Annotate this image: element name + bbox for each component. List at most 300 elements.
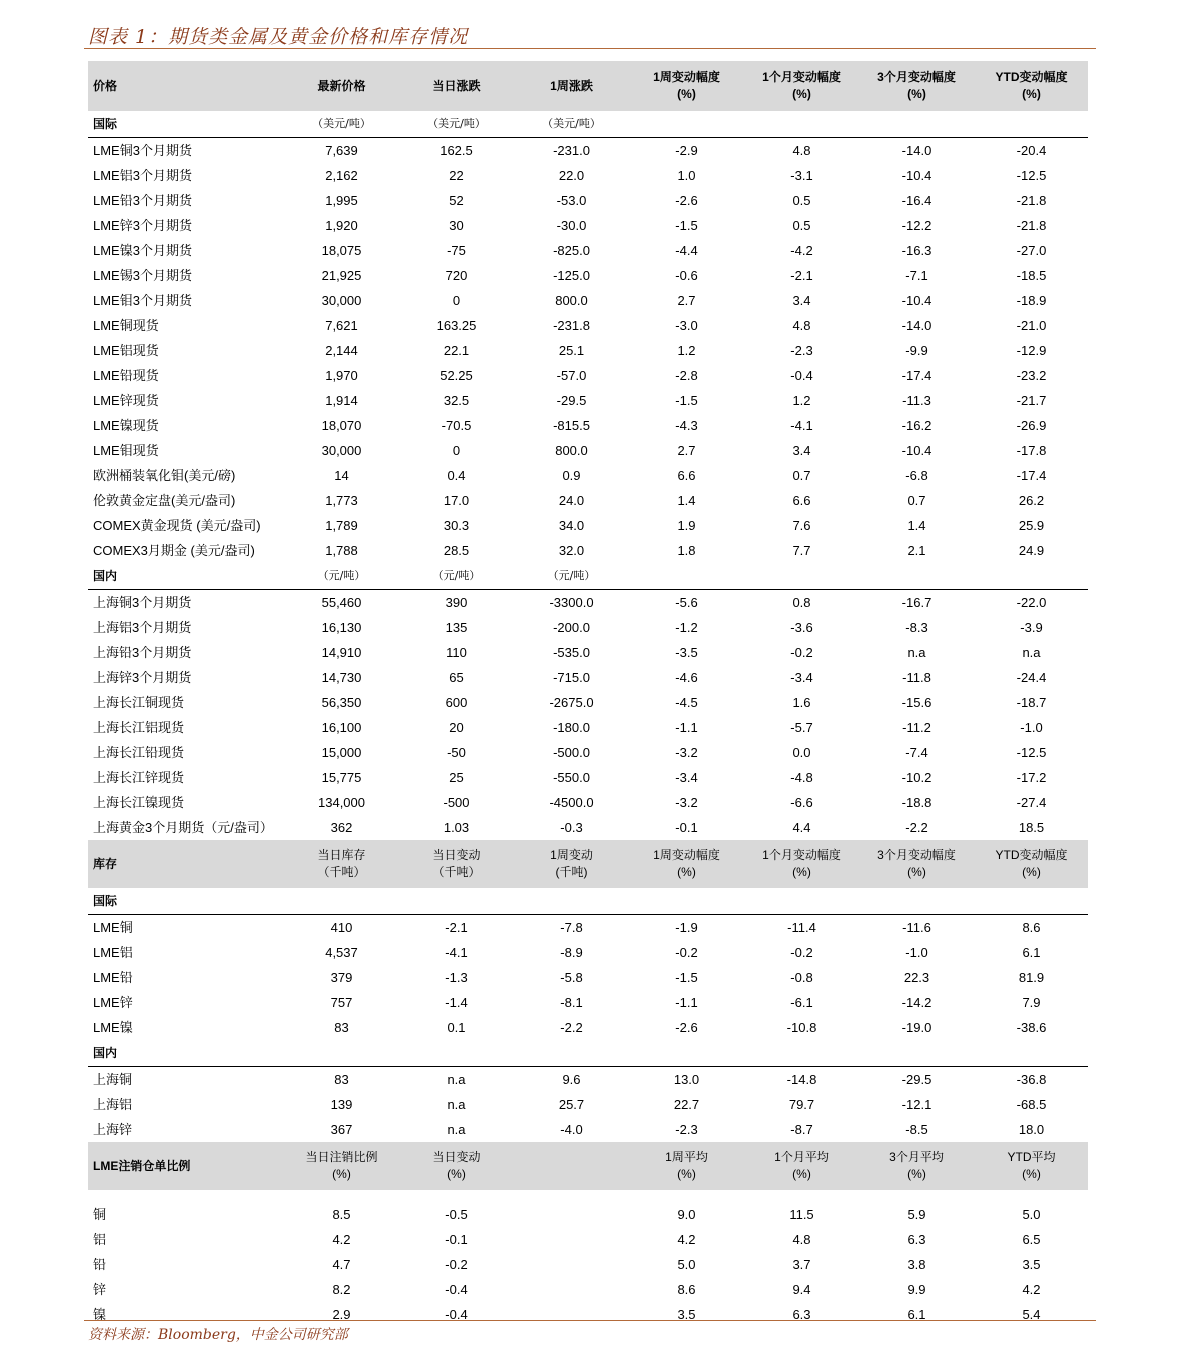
row-value: -22.0 xyxy=(1016,595,1047,610)
table-row xyxy=(88,690,1088,715)
row-label: LME铝3个月期货 xyxy=(93,168,192,183)
row-value: -0.4 xyxy=(790,368,813,383)
row-value: -500 xyxy=(443,795,470,810)
table-row xyxy=(88,640,1088,665)
row-value: -23.2 xyxy=(1016,368,1047,383)
group-label-row xyxy=(88,111,1088,138)
row-value: -1.4 xyxy=(445,995,468,1010)
row-value: -7.1 xyxy=(905,268,928,283)
row-value: 0.7 xyxy=(792,468,811,483)
row-value: 3.4 xyxy=(792,443,811,458)
row-value: -6.1 xyxy=(790,995,813,1010)
unit-label: （元/吨） xyxy=(547,569,596,582)
table-row xyxy=(88,715,1088,740)
row-value xyxy=(514,1202,629,1227)
row-value: 135 xyxy=(445,620,468,635)
row-value: 8.6 xyxy=(677,1282,696,1297)
header-text: 1周变动 xyxy=(550,848,593,862)
title-rule xyxy=(84,48,1096,49)
header-text: 当日涨跌 xyxy=(432,78,481,93)
row-value: 9.4 xyxy=(792,1282,811,1297)
row-value: -3.2 xyxy=(675,745,698,760)
row-value: -1.0 xyxy=(905,945,928,960)
row-label: 上海铜 xyxy=(93,1072,133,1087)
row-value: 1.6 xyxy=(792,695,811,710)
row-value: 52 xyxy=(449,193,464,208)
row-value: -3.0 xyxy=(675,318,698,333)
row-value: 22 xyxy=(449,168,464,183)
row-value: -1.3 xyxy=(445,970,468,985)
row-value: 16,130 xyxy=(321,620,362,635)
row-value: -825.0 xyxy=(553,243,590,258)
row-label: LME镍现货 xyxy=(93,418,159,433)
table-row xyxy=(88,1202,1088,1227)
row-value: 18.0 xyxy=(1018,1122,1045,1137)
row-value: 134,000 xyxy=(318,795,365,810)
row-value: -6.6 xyxy=(790,795,813,810)
row-value: -8.9 xyxy=(560,945,583,960)
unit-label: （美元/吨） xyxy=(427,117,486,130)
header-cell xyxy=(744,1142,859,1190)
row-value: 0.8 xyxy=(792,595,811,610)
row-label: 上海长江锌现货 xyxy=(93,770,185,785)
table-row xyxy=(88,413,1088,438)
row-label: LME铜 xyxy=(93,920,133,935)
row-value: -18.8 xyxy=(901,795,932,810)
row-value: 6.5 xyxy=(1022,1232,1041,1247)
row-value: 25.9 xyxy=(1018,518,1045,533)
row-value: 6.6 xyxy=(792,493,811,508)
row-value: -231.8 xyxy=(553,318,590,333)
row-value: 0.0 xyxy=(792,745,811,760)
row-value: 15,000 xyxy=(321,745,362,760)
header-text: LME注销仓单比例 xyxy=(93,1158,191,1173)
row-value: 1,970 xyxy=(325,368,358,383)
table-row xyxy=(88,1015,1088,1040)
row-value xyxy=(514,1277,629,1302)
row-label: LME铅3个月期货 xyxy=(93,193,192,208)
row-value: -715.0 xyxy=(553,670,590,685)
row-value: -5.8 xyxy=(560,970,583,985)
header-text: 1个月变动幅度 xyxy=(762,848,841,862)
row-value: -16.7 xyxy=(901,595,932,610)
row-value: -180.0 xyxy=(553,720,590,735)
row-value: -4.3 xyxy=(675,418,698,433)
row-value: -7.8 xyxy=(560,920,583,935)
row-value: 13.0 xyxy=(673,1072,700,1087)
row-value: 25.7 xyxy=(558,1097,585,1112)
row-label: 上海铅3个月期货 xyxy=(93,645,192,660)
row-value: 367 xyxy=(330,1122,353,1137)
header-cell xyxy=(284,1142,399,1190)
row-value: 4,537 xyxy=(325,945,358,960)
row-label: LME锌现货 xyxy=(93,393,159,408)
header-text: 3个月变动幅度 xyxy=(877,848,956,862)
header-text: 库存 xyxy=(93,856,118,871)
row-label: 上海长江铅现货 xyxy=(93,745,185,760)
header-text: YTD变动幅度 xyxy=(995,848,1068,862)
row-value: -17.8 xyxy=(1016,443,1047,458)
header-cell xyxy=(514,1142,629,1190)
header-cell xyxy=(284,61,399,111)
header-cell xyxy=(629,840,744,888)
row-value: -12.9 xyxy=(1016,343,1047,358)
header-cell xyxy=(744,61,859,111)
row-value: 24.9 xyxy=(1018,543,1045,558)
header-text: (%) xyxy=(907,865,926,879)
row-value: 34.0 xyxy=(558,518,585,533)
figure-title: 图表 1：期货类金属及黄金价格和库存情况 xyxy=(88,26,469,48)
row-value: -26.9 xyxy=(1016,418,1047,433)
row-value: -4.1 xyxy=(445,945,468,960)
row-value: 4.8 xyxy=(792,143,811,158)
header-cell xyxy=(284,840,399,888)
row-value: -1.0 xyxy=(1020,720,1043,735)
row-value: -68.5 xyxy=(1016,1097,1047,1112)
header-text: (%) xyxy=(332,1167,351,1181)
header-text: (%) xyxy=(677,1167,696,1181)
row-value: -2.8 xyxy=(675,368,698,383)
row-value: 4.2 xyxy=(1022,1282,1041,1297)
header-text: (%) xyxy=(907,87,926,101)
row-value: -0.8 xyxy=(790,970,813,985)
row-label: 上海锌3个月期货 xyxy=(93,670,192,685)
row-value: -2675.0 xyxy=(549,695,594,710)
row-value: -16.3 xyxy=(901,243,932,258)
row-value: -20.4 xyxy=(1016,143,1047,158)
table-row xyxy=(88,1117,1088,1142)
header-text: 最新价格 xyxy=(317,78,366,93)
row-value: 0.7 xyxy=(907,493,926,508)
table-row xyxy=(88,238,1088,263)
table-row xyxy=(88,965,1088,990)
row-value: -4.5 xyxy=(675,695,698,710)
row-value: 2,144 xyxy=(325,343,358,358)
row-value: 9.0 xyxy=(677,1207,696,1222)
row-value: -0.4 xyxy=(445,1282,468,1297)
row-label: LME钼3个月期货 xyxy=(93,293,192,308)
row-value: 0 xyxy=(452,293,461,308)
table-row xyxy=(88,263,1088,288)
row-value: 5.0 xyxy=(677,1257,696,1272)
price-inventory-table xyxy=(88,61,1088,1327)
row-value: 0.1 xyxy=(447,1020,466,1035)
table-row xyxy=(88,388,1088,413)
row-value: -3.4 xyxy=(790,670,813,685)
table-row xyxy=(88,665,1088,690)
header-cell xyxy=(974,61,1089,111)
row-value: 6.3 xyxy=(907,1232,926,1247)
header-text: (%) xyxy=(1022,87,1041,101)
row-value: 362 xyxy=(330,820,353,835)
row-value: -27.0 xyxy=(1016,243,1047,258)
group-label: 国内 xyxy=(93,1046,118,1060)
row-label: LME镍 xyxy=(93,1020,133,1035)
row-value: 55,460 xyxy=(321,595,362,610)
row-value: -12.5 xyxy=(1016,745,1047,760)
row-value: -16.4 xyxy=(901,193,932,208)
header-cell xyxy=(859,1142,974,1190)
row-value: 32.5 xyxy=(443,393,470,408)
row-value: 8.2 xyxy=(332,1282,351,1297)
row-label: 锌 xyxy=(93,1282,107,1297)
row-value: -125.0 xyxy=(553,268,590,283)
row-label: LME锌 xyxy=(93,995,133,1010)
row-label: LME铝现货 xyxy=(93,343,159,358)
row-value: 28.5 xyxy=(443,543,470,558)
row-value: -2.2 xyxy=(560,1020,583,1035)
row-value: -500.0 xyxy=(553,745,590,760)
header-text: 3个月平均 xyxy=(889,1150,944,1164)
row-value: -12.5 xyxy=(1016,168,1047,183)
row-value: 1,920 xyxy=(325,218,358,233)
row-value: -15.6 xyxy=(901,695,932,710)
table-row xyxy=(88,538,1088,563)
row-value: -0.2 xyxy=(790,645,813,660)
table-row xyxy=(88,1227,1088,1252)
group-label-row xyxy=(88,1040,1088,1067)
row-value: 65 xyxy=(449,670,464,685)
row-value: 1.0 xyxy=(677,168,696,183)
row-value: 7.9 xyxy=(1022,995,1041,1010)
row-value: -12.2 xyxy=(901,218,932,233)
row-value: -21.8 xyxy=(1016,218,1047,233)
table-row xyxy=(88,940,1088,965)
row-value: n.a xyxy=(447,1122,466,1137)
row-value: -14.0 xyxy=(901,318,932,333)
row-value: -17.2 xyxy=(1016,770,1047,785)
row-value: 2.7 xyxy=(677,443,696,458)
row-value: -2.1 xyxy=(445,920,468,935)
row-value: 1.2 xyxy=(677,343,696,358)
row-value: 2.7 xyxy=(677,293,696,308)
row-label: LME镍3个月期货 xyxy=(93,243,192,258)
header-text: (%) xyxy=(1022,865,1041,879)
header-cell xyxy=(93,1142,283,1190)
row-value: 18,070 xyxy=(321,418,362,433)
row-value: -3.9 xyxy=(1020,620,1043,635)
row-label: 上海锌 xyxy=(93,1122,133,1137)
row-value: 8.5 xyxy=(332,1207,351,1222)
row-value: 6.3 xyxy=(792,1307,811,1322)
row-value: -14.8 xyxy=(786,1072,817,1087)
row-value: -3.4 xyxy=(675,770,698,785)
row-value: -6.8 xyxy=(905,468,928,483)
row-value: -1.9 xyxy=(675,920,698,935)
row-value: 0 xyxy=(452,443,461,458)
row-value: 5.4 xyxy=(1022,1307,1041,1322)
row-value: 162.5 xyxy=(440,143,473,158)
table-row xyxy=(88,1252,1088,1277)
row-value: 4.7 xyxy=(332,1257,351,1272)
row-value: -3300.0 xyxy=(549,595,594,610)
row-label: LME铅 xyxy=(93,970,133,985)
row-value: 18.5 xyxy=(1018,820,1045,835)
header-cell xyxy=(629,61,744,111)
row-value: -4.1 xyxy=(790,418,813,433)
row-value: 83 xyxy=(334,1020,349,1035)
row-value: -3.1 xyxy=(790,168,813,183)
row-value: 16,100 xyxy=(321,720,362,735)
row-label: LME铜现货 xyxy=(93,318,159,333)
row-value: 22.1 xyxy=(443,343,470,358)
row-value: 30,000 xyxy=(321,443,362,458)
row-value: 9.9 xyxy=(907,1282,926,1297)
header-text: (千吨) xyxy=(555,865,588,879)
row-label: 伦敦黄金定盘(美元/盎司) xyxy=(93,493,236,508)
row-label: LME锡3个月期货 xyxy=(93,268,192,283)
row-value: 757 xyxy=(330,995,353,1010)
section-header xyxy=(88,61,1088,111)
header-cell xyxy=(93,840,283,888)
unit-label: （元/吨） xyxy=(432,569,481,582)
table-row xyxy=(88,790,1088,815)
row-value: 14,910 xyxy=(321,645,362,660)
row-value: -8.1 xyxy=(560,995,583,1010)
row-value: -2.6 xyxy=(675,1020,698,1035)
header-cell xyxy=(974,1142,1089,1190)
row-value: 3.8 xyxy=(907,1257,926,1272)
header-cell xyxy=(859,840,974,888)
row-value: -16.2 xyxy=(901,418,932,433)
row-value: -38.6 xyxy=(1016,1020,1047,1035)
row-value: -7.4 xyxy=(905,745,928,760)
row-value: -30.0 xyxy=(556,218,587,233)
table-row xyxy=(88,288,1088,313)
row-value: -11.4 xyxy=(787,920,816,935)
header-text: (%) xyxy=(677,865,696,879)
group-label-row xyxy=(88,888,1088,915)
row-value: -11.3 xyxy=(902,393,931,408)
table-row xyxy=(88,1277,1088,1302)
row-value: 22.3 xyxy=(903,970,930,985)
unit-label: （元/吨） xyxy=(317,569,366,582)
row-value: -18.7 xyxy=(1016,695,1047,710)
header-text: YTD平均 xyxy=(1007,1150,1056,1164)
row-value: -0.1 xyxy=(445,1232,468,1247)
table-row xyxy=(88,765,1088,790)
header-cell xyxy=(399,1142,514,1190)
row-value: 25.1 xyxy=(558,343,585,358)
row-value: -19.0 xyxy=(901,1020,932,1035)
row-label: COMEX黄金现货 (美元/盎司) xyxy=(93,518,261,533)
row-value: -11.8 xyxy=(902,670,931,685)
row-value: -4.6 xyxy=(675,670,698,685)
row-value: 5.0 xyxy=(1022,1207,1041,1222)
row-value: -10.4 xyxy=(901,443,932,458)
row-value: -11.6 xyxy=(902,920,931,935)
row-value: -75 xyxy=(447,243,466,258)
row-label: 上海铝3个月期货 xyxy=(93,620,192,635)
row-value: -12.1 xyxy=(901,1097,932,1112)
row-label: 上海长江铝现货 xyxy=(93,720,185,735)
row-value: -1.2 xyxy=(675,620,698,635)
row-value: 18,075 xyxy=(321,243,362,258)
row-value: 6.6 xyxy=(677,468,696,483)
row-value: 800.0 xyxy=(555,443,588,458)
row-value: -27.4 xyxy=(1016,795,1047,810)
row-value: -24.4 xyxy=(1016,670,1047,685)
header-cell xyxy=(399,61,514,111)
section-header xyxy=(88,1142,1088,1190)
row-value: -10.8 xyxy=(786,1020,817,1035)
row-value: -21.7 xyxy=(1016,393,1047,408)
row-value: -2.3 xyxy=(790,343,813,358)
row-value: n.a xyxy=(1022,645,1041,660)
row-value: -231.0 xyxy=(553,143,590,158)
row-value: 17.0 xyxy=(443,493,470,508)
row-label: 上海铝 xyxy=(93,1097,133,1112)
row-value: -200.0 xyxy=(553,620,590,635)
row-value: 5.9 xyxy=(907,1207,926,1222)
header-text: （千吨） xyxy=(432,865,481,879)
row-value: -70.5 xyxy=(441,418,472,433)
table-row xyxy=(88,163,1088,188)
row-value: 1.9 xyxy=(677,518,696,533)
row-value: 32.0 xyxy=(558,543,585,558)
table-row xyxy=(88,1092,1088,1117)
row-value: -8.7 xyxy=(790,1122,813,1137)
row-value: -0.6 xyxy=(675,268,698,283)
row-value xyxy=(514,1302,629,1327)
header-text: 1周变动幅度 xyxy=(653,70,720,84)
row-value: 24.0 xyxy=(558,493,585,508)
row-value: n.a xyxy=(907,645,926,660)
header-text: (%) xyxy=(792,865,811,879)
row-value: -1.5 xyxy=(675,218,698,233)
header-text: 1周涨跌 xyxy=(550,78,593,93)
table-row xyxy=(88,990,1088,1015)
unit-label: （美元/吨） xyxy=(312,117,371,130)
table-row xyxy=(88,740,1088,765)
row-value: 1.4 xyxy=(907,518,926,533)
header-text: (%) xyxy=(907,1167,926,1181)
header-text: (%) xyxy=(792,1167,811,1181)
row-label: 铜 xyxy=(93,1207,107,1222)
row-value: -535.0 xyxy=(553,645,590,660)
row-label: 上海长江镍现货 xyxy=(93,795,185,810)
row-value: 1,914 xyxy=(325,393,358,408)
row-value: 14 xyxy=(334,468,349,483)
row-value: n.a xyxy=(447,1072,466,1087)
table-row xyxy=(88,815,1088,840)
row-value: 56,350 xyxy=(321,695,362,710)
row-value: 1,789 xyxy=(325,518,358,533)
row-value: 3.5 xyxy=(677,1307,696,1322)
row-value: -3.2 xyxy=(675,795,698,810)
row-value: -18.5 xyxy=(1016,268,1047,283)
header-cell xyxy=(514,840,629,888)
table-row xyxy=(88,488,1088,513)
row-value: -18.9 xyxy=(1016,293,1047,308)
row-value: 1.4 xyxy=(677,493,696,508)
row-value: 4.8 xyxy=(792,1232,811,1247)
row-value: 83 xyxy=(334,1072,349,1087)
row-value: 79.7 xyxy=(788,1097,815,1112)
row-value: 1,773 xyxy=(325,493,358,508)
row-value: -0.2 xyxy=(445,1257,468,1272)
row-value: 30 xyxy=(449,218,464,233)
row-label: COMEX3月期金 (美元/盎司) xyxy=(93,543,255,558)
row-value xyxy=(514,1227,629,1252)
header-text: 1周平均 xyxy=(665,1150,708,1164)
row-value: -53.0 xyxy=(556,193,587,208)
group-label: 国内 xyxy=(93,569,118,583)
row-value: 20 xyxy=(449,720,464,735)
row-value: 1.2 xyxy=(792,393,811,408)
row-value: -29.5 xyxy=(901,1072,932,1087)
row-value: 7.7 xyxy=(792,543,811,558)
